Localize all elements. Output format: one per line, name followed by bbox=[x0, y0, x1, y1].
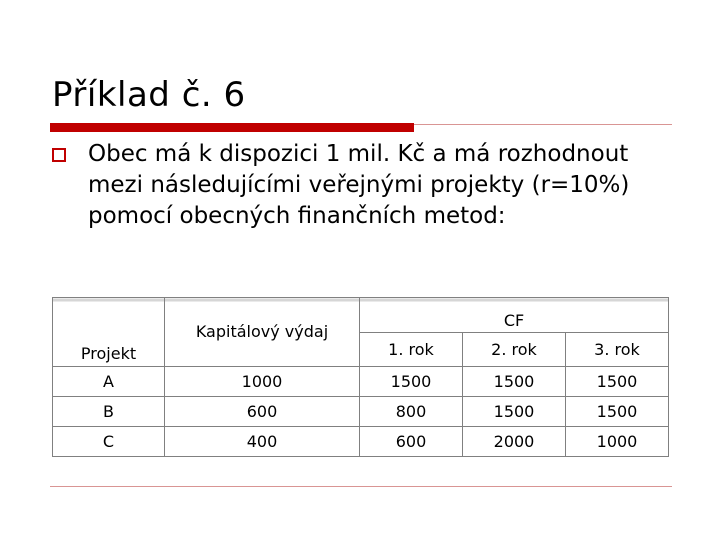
cell-cf-year-1: 800 bbox=[360, 397, 463, 427]
cell-cf-year-1: 600 bbox=[360, 427, 463, 457]
header-year-2: 2. rok bbox=[463, 333, 566, 367]
cell-cf-year-2: 1500 bbox=[463, 397, 566, 427]
title-underline-thick bbox=[50, 123, 414, 132]
header-year-3: 3. rok bbox=[566, 333, 669, 367]
slide-title: Příklad č. 6 bbox=[52, 75, 246, 115]
bottom-divider bbox=[50, 486, 672, 487]
header-cf: CF bbox=[360, 298, 669, 333]
title-underline-thin bbox=[414, 124, 672, 125]
table-row bbox=[53, 397, 669, 427]
cell-project: B bbox=[53, 397, 165, 427]
table-row bbox=[53, 367, 669, 397]
header-project: Projekt bbox=[53, 298, 165, 367]
header-capital: Kapitálový výdaj bbox=[165, 298, 360, 367]
cell-project: C bbox=[53, 427, 165, 457]
cell-cf-year-3: 1000 bbox=[566, 427, 669, 457]
cell-cf-year-2: 1500 bbox=[463, 367, 566, 397]
cell-capital: 400 bbox=[165, 427, 360, 457]
cell-capital: 1000 bbox=[165, 367, 360, 397]
cell-cf-year-3: 1500 bbox=[566, 397, 669, 427]
cell-cf-year-1: 1500 bbox=[360, 367, 463, 397]
cell-cf-year-2: 2000 bbox=[463, 427, 566, 457]
table-header-row bbox=[53, 298, 669, 333]
header-year-1: 1. rok bbox=[360, 333, 463, 367]
projects-table bbox=[52, 297, 669, 457]
cell-project: A bbox=[53, 367, 165, 397]
square-bullet-icon bbox=[52, 148, 66, 162]
cell-capital: 600 bbox=[165, 397, 360, 427]
cell-cf-year-3: 1500 bbox=[566, 367, 669, 397]
bullet-text: Obec má k dispozici 1 mil. Kč a má rozhodnout mezi následujícími veřejnými projekty (r=10%) pomocí obecných finančních metod: bbox=[88, 141, 630, 229]
table-row bbox=[53, 427, 669, 457]
